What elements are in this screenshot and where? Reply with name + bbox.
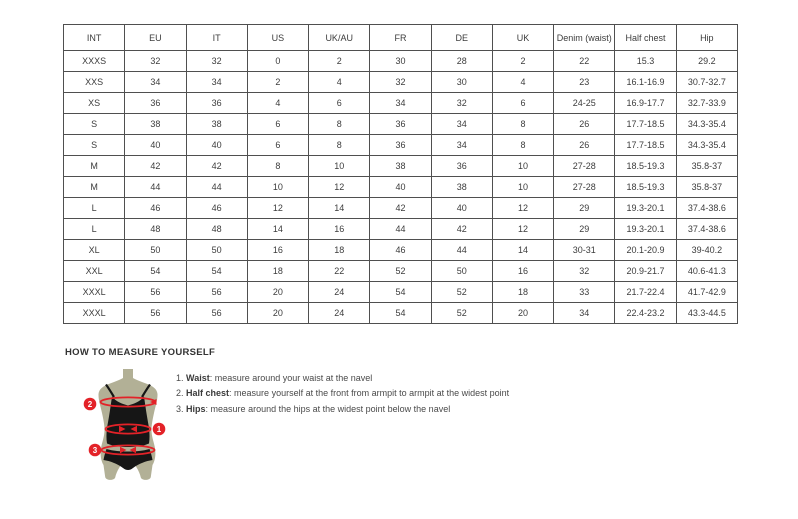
size-cell: 32.7-33.9 [676,93,737,114]
size-cell: 4 [247,93,308,114]
size-cell: S [64,114,125,135]
size-cell: 40 [431,198,492,219]
size-cell: 36 [370,135,431,156]
size-cell: 46 [370,240,431,261]
size-cell: 2 [247,72,308,93]
measurement-figure [83,369,183,504]
size-chart-header [64,25,738,51]
size-chart-body [64,51,738,324]
size-cell: 16.9-17.7 [615,93,676,114]
column-header: EU [125,25,186,51]
size-cell: 20 [492,303,553,324]
size-cell: 50 [186,240,247,261]
size-cell: 36 [431,156,492,177]
size-cell: 29 [554,219,615,240]
table-row [64,177,738,198]
size-cell: 21.7-22.4 [615,282,676,303]
size-cell: 8 [247,156,308,177]
size-cell: 12 [247,198,308,219]
size-cell: 34 [431,135,492,156]
badge-chest [84,398,97,411]
table-row [64,114,738,135]
size-cell: 22 [554,51,615,72]
size-cell: 6 [492,93,553,114]
size-cell: 12 [309,177,370,198]
size-cell: 54 [186,261,247,282]
size-cell: L [64,219,125,240]
size-cell: 56 [125,282,186,303]
table-row [64,261,738,282]
size-cell: 8 [492,114,553,135]
size-cell: 42 [186,156,247,177]
column-header: Hip [676,25,737,51]
size-cell: 17.7-18.5 [615,114,676,135]
size-cell: 29 [554,198,615,219]
size-cell: 44 [431,240,492,261]
measure-step-waist: 1. Waist: measure around your waist at the navel [176,373,373,383]
size-cell: 6 [247,135,308,156]
header-row [64,25,738,51]
size-cell: 10 [309,156,370,177]
size-cell: M [64,177,125,198]
size-cell: 30-31 [554,240,615,261]
size-cell: 38 [431,177,492,198]
size-cell: 10 [492,177,553,198]
size-cell: 33 [554,282,615,303]
size-cell: XXS [64,72,125,93]
size-cell: 40 [186,135,247,156]
table-row [64,282,738,303]
column-header: UK [492,25,553,51]
size-cell: 54 [370,303,431,324]
size-cell: 20 [247,303,308,324]
measure-instructions [176,371,509,417]
size-cell: 18 [492,282,553,303]
size-cell: 20 [247,282,308,303]
size-cell: 40.6-41.3 [676,261,737,282]
table-row [64,303,738,324]
svg-text:2: 2 [87,400,93,409]
size-cell: XXXS [64,51,125,72]
size-cell: XS [64,93,125,114]
size-cell: 34.3-35.4 [676,135,737,156]
size-cell: 16 [247,240,308,261]
size-cell: 32 [370,72,431,93]
size-cell: 4 [492,72,553,93]
badge-hips [89,444,102,457]
size-cell: L [64,198,125,219]
column-header: Denim (waist) [554,25,615,51]
size-cell: XXL [64,261,125,282]
size-cell: 27-28 [554,177,615,198]
size-cell: 16 [309,219,370,240]
measure-step-half-chest: 2. Half chest: measure yourself at the front from armpit to armpit at the widest point [176,388,510,399]
size-cell: 44 [125,177,186,198]
size-cell: 38 [370,156,431,177]
size-cell: 30 [370,51,431,72]
size-cell: 16.1-16.9 [615,72,676,93]
size-cell: 34 [186,72,247,93]
size-cell: 54 [125,261,186,282]
size-cell: 56 [125,303,186,324]
size-cell: 30.7-32.7 [676,72,737,93]
size-cell: 44 [370,219,431,240]
size-cell: 36 [186,93,247,114]
size-cell: 29.2 [676,51,737,72]
size-cell: XL [64,240,125,261]
size-cell: 40 [370,177,431,198]
size-cell: 52 [431,303,492,324]
size-cell: XXXL [64,303,125,324]
size-cell: 37.4-38.6 [676,198,737,219]
size-cell: XXXL [64,282,125,303]
size-cell: 6 [247,114,308,135]
size-cell: 28 [431,51,492,72]
size-cell: 8 [309,114,370,135]
column-header: INT [64,25,125,51]
size-cell: 18 [309,240,370,261]
size-cell: 36 [125,93,186,114]
size-cell: 44 [186,177,247,198]
size-cell: 22.4-23.2 [615,303,676,324]
size-cell: 8 [309,135,370,156]
size-cell: 10 [492,156,553,177]
column-header: FR [370,25,431,51]
size-cell: 22 [309,261,370,282]
size-cell: 34 [370,93,431,114]
size-cell: 43.3-44.5 [676,303,737,324]
size-chart-table [63,24,738,324]
measure-section-heading: HOW TO MEASURE YOURSELF [65,347,216,358]
size-cell: 52 [431,282,492,303]
size-cell: 32 [186,51,247,72]
size-cell: 0 [247,51,308,72]
size-cell: 42 [431,219,492,240]
size-cell: 50 [431,261,492,282]
size-cell: 14 [247,219,308,240]
size-cell: 46 [186,198,247,219]
mannequin-illustration-svg [83,369,183,504]
size-cell: 46 [125,198,186,219]
size-cell: 35.8-37 [676,177,737,198]
size-cell: 23 [554,72,615,93]
size-cell: 40 [125,135,186,156]
size-cell: 39-40.2 [676,240,737,261]
column-header: US [247,25,308,51]
size-cell: 6 [309,93,370,114]
badge-waist [153,423,166,436]
size-cell: 14 [309,198,370,219]
size-cell: 37.4-38.6 [676,219,737,240]
size-cell: 34 [431,114,492,135]
size-cell: 14 [492,240,553,261]
size-cell: 30 [431,72,492,93]
size-cell: 8 [492,135,553,156]
size-cell: 20.9-21.7 [615,261,676,282]
size-cell: 27-28 [554,156,615,177]
size-cell: 38 [186,114,247,135]
size-cell: 18.5-19.3 [615,177,676,198]
size-cell: 26 [554,135,615,156]
size-cell: 56 [186,303,247,324]
column-header: DE [431,25,492,51]
size-cell: 2 [492,51,553,72]
size-cell: 35.8-37 [676,156,737,177]
table-row [64,156,738,177]
size-cell: 2 [309,51,370,72]
size-cell: 19.3-20.1 [615,219,676,240]
size-cell: 24-25 [554,93,615,114]
column-header: IT [186,25,247,51]
size-cell: 34 [554,303,615,324]
size-cell: 48 [186,219,247,240]
size-cell: 4 [309,72,370,93]
size-cell: 42 [125,156,186,177]
size-cell: 42 [370,198,431,219]
size-cell: 50 [125,240,186,261]
svg-text:1: 1 [156,425,162,434]
table-row [64,51,738,72]
size-cell: 56 [186,282,247,303]
table-row [64,198,738,219]
svg-text:3: 3 [92,446,98,455]
size-cell: 19.3-20.1 [615,198,676,219]
size-cell: 48 [125,219,186,240]
size-cell: 36 [370,114,431,135]
size-cell: 24 [309,303,370,324]
table-row [64,135,738,156]
size-cell: M [64,156,125,177]
size-cell: 54 [370,282,431,303]
table-row [64,93,738,114]
column-header: Half chest [615,25,676,51]
table-row [64,240,738,261]
size-cell: 12 [492,198,553,219]
size-cell: 17.7-18.5 [615,135,676,156]
size-cell: 52 [370,261,431,282]
size-cell: 16 [492,261,553,282]
size-cell: 24 [309,282,370,303]
table-row [64,72,738,93]
size-cell: 32 [431,93,492,114]
size-cell: 18 [247,261,308,282]
size-cell: 34.3-35.4 [676,114,737,135]
size-cell: 15.3 [615,51,676,72]
size-cell: 10 [247,177,308,198]
size-cell: 20.1-20.9 [615,240,676,261]
size-cell: 26 [554,114,615,135]
size-cell: S [64,135,125,156]
size-cell: 38 [125,114,186,135]
size-cell: 32 [554,261,615,282]
size-cell: 12 [492,219,553,240]
measure-step-hips: 3. Hips: measure around the hips at the widest point below the navel [176,403,451,414]
table-row [64,219,738,240]
size-cell: 32 [125,51,186,72]
size-cell: 41.7-42.9 [676,282,737,303]
size-cell: 34 [125,72,186,93]
column-header: UK/AU [309,25,370,51]
size-cell: 18.5-19.3 [615,156,676,177]
